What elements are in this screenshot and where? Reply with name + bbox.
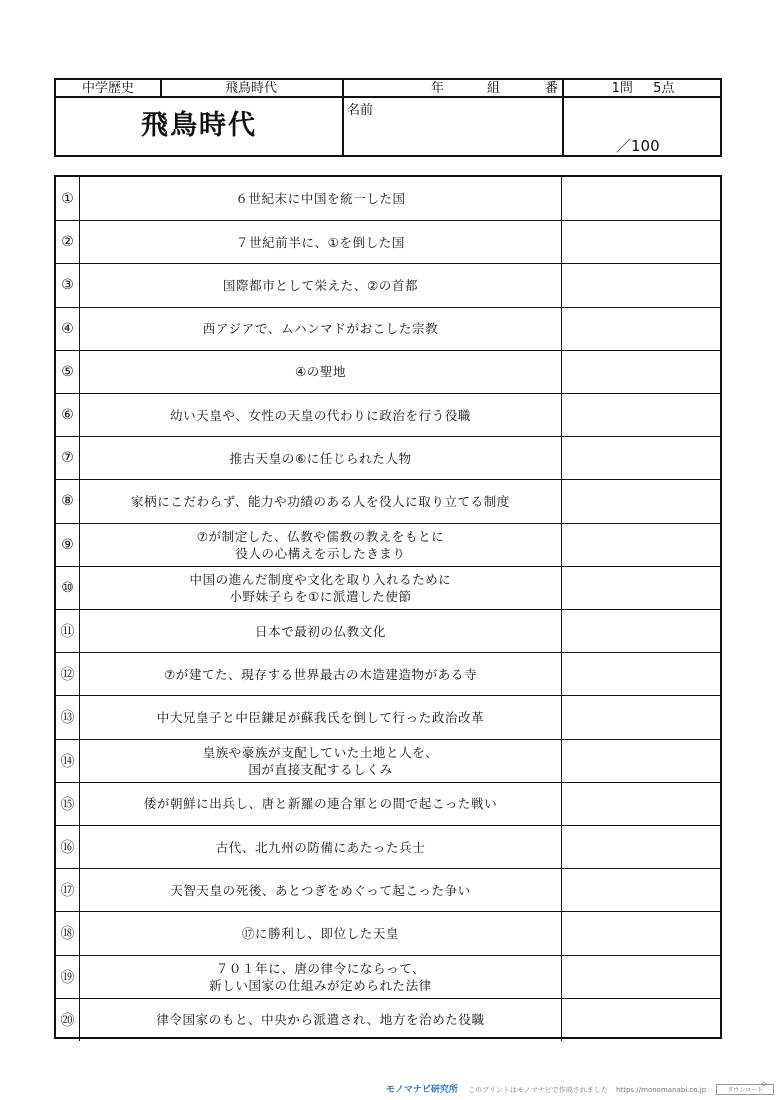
answer-cell[interactable] bbox=[561, 437, 720, 479]
question-number: ⑪ bbox=[56, 610, 80, 652]
question-text: 幼い天皇や、女性の天皇の代わりに政治を行う役職 bbox=[169, 407, 472, 423]
question-text: 中大兄皇子と中臣鎌足が蘇我氏を倒して行った政治改革 bbox=[156, 709, 485, 725]
table-row bbox=[56, 263, 720, 306]
question-number: ③ bbox=[56, 264, 80, 306]
answer-cell[interactable] bbox=[561, 524, 720, 566]
answer-cell[interactable] bbox=[561, 567, 720, 609]
table-row bbox=[56, 566, 720, 609]
question-text: 律令国家のもと、中央から派遣され、地方を治めた役職 bbox=[156, 1012, 485, 1028]
subject-label: 中学歴史 bbox=[81, 81, 134, 96]
answer-cell[interactable] bbox=[561, 351, 720, 393]
answer-cell[interactable] bbox=[561, 999, 720, 1041]
answer-cell[interactable] bbox=[561, 956, 720, 998]
name-label: 名前 bbox=[347, 103, 374, 118]
table-row bbox=[56, 868, 720, 911]
class-label: 組 bbox=[487, 81, 501, 96]
number-label: 番 bbox=[545, 81, 559, 96]
header-box bbox=[54, 78, 722, 157]
table-row bbox=[56, 911, 720, 954]
footer bbox=[386, 1082, 774, 1095]
question-number: ⑭ bbox=[56, 740, 80, 782]
question-text: 日本で最初の仏教文化 bbox=[254, 623, 386, 639]
answer-cell[interactable] bbox=[561, 308, 720, 350]
question-number: ⑲ bbox=[56, 956, 80, 998]
question-text: 国際都市として栄えた、②の首都 bbox=[222, 277, 419, 293]
answer-cell[interactable] bbox=[561, 783, 720, 825]
question-number: ⑨ bbox=[56, 524, 80, 566]
question-text: 天智天皇の死後、あとつぎをめぐって起こった争い bbox=[170, 882, 471, 898]
question-text: 皇族や豪族が支配していた土地と人を、 国が直接支配するしくみ bbox=[202, 744, 439, 777]
table-row bbox=[56, 177, 720, 220]
year-label: 年 bbox=[431, 81, 445, 96]
question-number: ① bbox=[56, 177, 80, 220]
table-row bbox=[56, 825, 720, 868]
question-number: ⑫ bbox=[56, 653, 80, 695]
table-row bbox=[56, 393, 720, 436]
table-row bbox=[56, 350, 720, 393]
table-row bbox=[56, 998, 720, 1041]
question-text: ６世紀末に中国を統一した国 bbox=[235, 191, 406, 207]
table-row bbox=[56, 695, 720, 738]
question-number: ⑯ bbox=[56, 826, 80, 868]
question-number: ⑥ bbox=[56, 394, 80, 436]
question-table bbox=[54, 175, 722, 1039]
question-text: 古代、北九州の防備にあたった兵士 bbox=[215, 839, 426, 855]
question-number: ⑬ bbox=[56, 696, 80, 738]
table-row bbox=[56, 782, 720, 825]
table-row bbox=[56, 739, 720, 782]
score-label: ／100 bbox=[616, 137, 660, 155]
table-row bbox=[56, 609, 720, 652]
question-number: ⑮ bbox=[56, 783, 80, 825]
table-row bbox=[56, 307, 720, 350]
question-number: ⑦ bbox=[56, 437, 80, 479]
points-value-label: 5点 bbox=[653, 81, 675, 96]
page-title: 飛鳥時代 bbox=[141, 110, 257, 141]
question-text: ④の聖地 bbox=[294, 364, 347, 380]
question-number: ② bbox=[56, 221, 80, 263]
answer-cell[interactable] bbox=[561, 653, 720, 695]
question-number: ⑳ bbox=[56, 999, 80, 1041]
year-class-number bbox=[343, 80, 563, 97]
answer-cell[interactable] bbox=[561, 177, 720, 220]
question-text: ７世紀前半に、①を倒した国 bbox=[235, 234, 405, 250]
page-corner-icon: ✧ bbox=[760, 1080, 768, 1090]
question-number: ⑰ bbox=[56, 869, 80, 911]
question-text: ７０１年に、唐の律令にならって、 新しい国家の仕組みが定められた法律 bbox=[209, 960, 432, 993]
question-number: ⑩ bbox=[56, 567, 80, 609]
answer-cell[interactable] bbox=[561, 912, 720, 954]
question-text: ⑦が建てた、現存する世界最古の木造建造物がある寺 bbox=[163, 666, 478, 682]
topic-label: 飛鳥時代 bbox=[224, 81, 277, 96]
question-number: ⑱ bbox=[56, 912, 80, 954]
answer-cell[interactable] bbox=[561, 264, 720, 306]
points-per-label: 1問 bbox=[611, 81, 633, 96]
answer-cell[interactable] bbox=[561, 221, 720, 263]
table-row bbox=[56, 436, 720, 479]
table-row bbox=[56, 652, 720, 695]
footer-url[interactable]: https://monomanabi.co.jp bbox=[616, 1086, 707, 1094]
footer-note: このプリントはモノマナビで作成されました bbox=[468, 1086, 608, 1094]
question-text: 倭が朝鮮に出兵し、唐と新羅の連合軍との間で起こった戦い bbox=[143, 796, 498, 812]
answer-cell[interactable] bbox=[561, 394, 720, 436]
table-row bbox=[56, 479, 720, 522]
answer-cell[interactable] bbox=[561, 696, 720, 738]
table-row bbox=[56, 523, 720, 566]
table-row bbox=[56, 955, 720, 998]
question-number: ⑧ bbox=[56, 480, 80, 522]
answer-cell[interactable] bbox=[561, 740, 720, 782]
answer-cell[interactable] bbox=[561, 826, 720, 868]
question-text: 西アジアで、ムハンマドがおこした宗教 bbox=[202, 321, 439, 337]
points-info bbox=[564, 80, 722, 97]
question-text: 中国の進んだ制度や文化を取り入れるために 小野妹子らを①に派遣した使節 bbox=[189, 571, 452, 604]
brand-logo: モノマナビ研究所 bbox=[386, 1085, 458, 1095]
question-text: ⑰に勝利し、即位した天皇 bbox=[241, 925, 400, 941]
question-text: 推古天皇の⑥に任じられた人物 bbox=[229, 450, 412, 466]
answer-cell[interactable] bbox=[561, 480, 720, 522]
answer-cell[interactable] bbox=[561, 869, 720, 911]
table-row bbox=[56, 220, 720, 263]
question-number: ⑤ bbox=[56, 351, 80, 393]
download-box[interactable]: ダウンロード bbox=[716, 1084, 774, 1095]
question-text: ⑦が制定した、仏教や儒教の教えをもとに 役人の心構えを示したきまり bbox=[196, 528, 445, 561]
question-text: 家柄にこだわらず、能力や功績のある人を役人に取り立てる制度 bbox=[131, 493, 510, 509]
question-number: ④ bbox=[56, 308, 80, 350]
answer-cell[interactable] bbox=[561, 610, 720, 652]
